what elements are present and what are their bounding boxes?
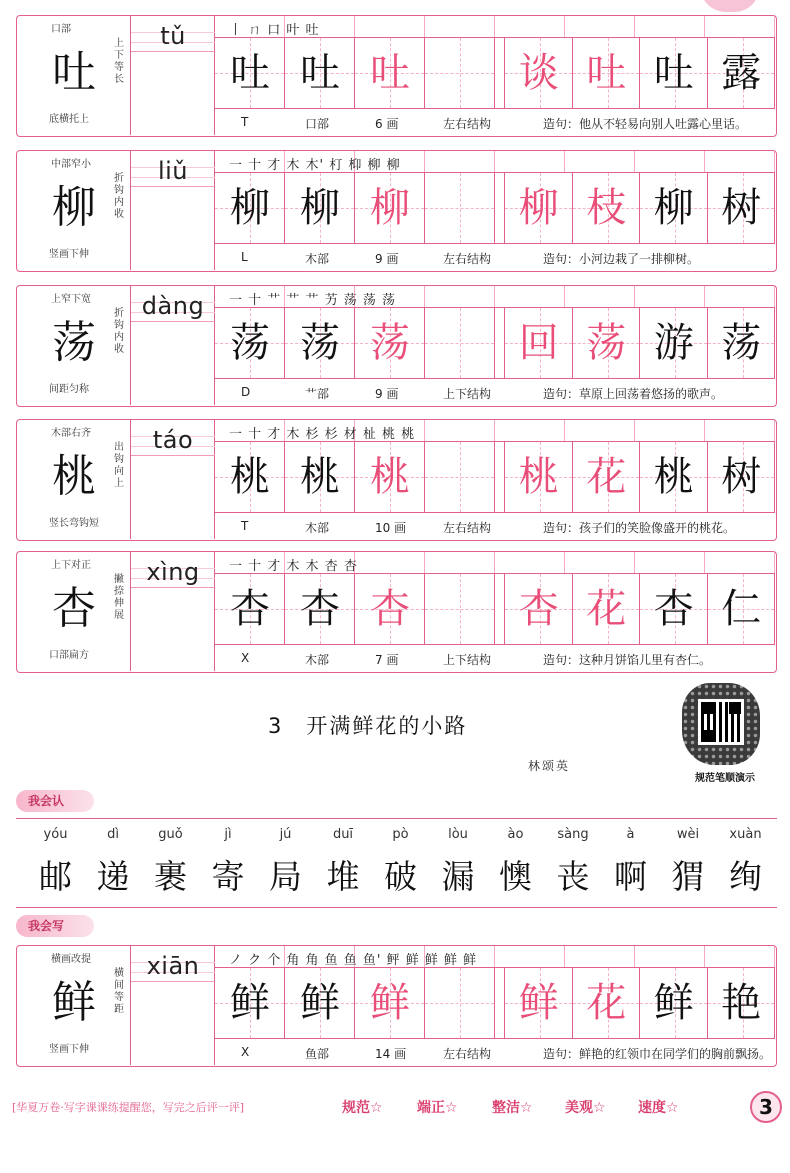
practice-grid (215, 420, 775, 539)
info-radical: 艹部 (305, 387, 330, 401)
practice-char: 杏 (370, 586, 410, 632)
stroke-order (215, 151, 775, 173)
info-structure: 左右结构 (443, 252, 492, 266)
practice-char: 谈 (518, 50, 559, 96)
note-top: 口部 (51, 24, 71, 35)
recognize-char: 递 (96, 857, 130, 896)
practice-cell[interactable] (285, 308, 355, 378)
recognize-char: 破 (384, 857, 417, 896)
recognize-pinyin: guǒ (158, 827, 183, 842)
practice-cell[interactable] (708, 308, 776, 378)
cell-gap (495, 308, 505, 378)
practice-char: 鲜 (370, 980, 410, 1026)
practice-cell[interactable] (505, 173, 573, 243)
cell-gap (495, 173, 505, 243)
practice-cell[interactable] (285, 442, 355, 512)
note-bottom: 竖长弯钩短 (49, 518, 99, 529)
score-beauty[interactable]: 美观☆ (565, 1100, 606, 1116)
practice-cell[interactable] (215, 38, 285, 108)
char-card (16, 945, 777, 1067)
practice-cell[interactable] (708, 574, 776, 644)
practice-cell[interactable] (573, 968, 641, 1038)
cell-gap (495, 574, 505, 644)
practice-char: 鲜 (653, 980, 694, 1026)
practice-cell[interactable] (573, 38, 641, 108)
info-structure: 左右结构 (443, 117, 492, 131)
recognize-item (603, 827, 658, 898)
practice-cell[interactable] (640, 574, 708, 644)
model-char: 柳 (52, 182, 96, 233)
practice-cell[interactable] (355, 442, 425, 512)
practice-cell[interactable] (640, 38, 708, 108)
model-char: 鲜 (52, 977, 96, 1028)
footer (12, 1093, 782, 1123)
pinyin: dàng (141, 292, 205, 320)
practice-char (425, 38, 495, 108)
practice-cell[interactable] (285, 38, 355, 108)
stroke-order (215, 16, 775, 38)
practice-cell[interactable] (425, 968, 495, 1038)
info-stroke-count: 10 画 (375, 521, 407, 535)
info-letter: D (241, 385, 251, 399)
lesson-title: 3 开满鲜花的小路 (268, 714, 468, 738)
practice-cell[interactable] (425, 308, 495, 378)
practice-cell[interactable] (708, 38, 776, 108)
practice-char: 吐 (230, 50, 270, 96)
practice-char (425, 308, 495, 378)
recognize-char: 绚 (729, 857, 762, 896)
qr-code-icon[interactable] (698, 699, 744, 745)
practice-cell[interactable] (708, 173, 776, 243)
note-right: 撇捺伸展 (114, 574, 124, 621)
practice-cell[interactable] (708, 968, 776, 1038)
note-top: 木部右齐 (51, 428, 91, 439)
practice-cells (215, 442, 775, 512)
practice-grid (215, 16, 775, 135)
recognize-pinyin: jú (279, 827, 292, 842)
practice-cell[interactable] (505, 38, 573, 108)
note-right: 折钩内收 (114, 173, 124, 220)
char-info (215, 108, 775, 135)
char-model-box (17, 16, 131, 135)
practice-char: 桃 (230, 454, 270, 500)
info-stroke-count: 9 画 (375, 387, 399, 401)
pinyin: tǔ (160, 22, 186, 50)
info-radical: 鱼部 (305, 1047, 330, 1061)
practice-cell[interactable] (215, 968, 285, 1038)
practice-cell[interactable] (640, 968, 708, 1038)
practice-cell[interactable] (505, 308, 573, 378)
recognize-char: 寄 (211, 857, 245, 896)
pinyin-box (131, 420, 215, 539)
practice-cell[interactable] (355, 173, 425, 243)
char-info (215, 512, 775, 539)
practice-char: 荡 (586, 320, 627, 366)
note-bottom: 间距匀称 (49, 384, 89, 395)
note-bottom: 底横托上 (49, 114, 89, 125)
recognize-item (718, 827, 773, 898)
stroke-order-text: 一 十 才 木 木' 朾 枊 柳 柳 (229, 158, 401, 173)
practice-cell[interactable] (573, 442, 641, 512)
recognize-char: 堆 (326, 857, 360, 896)
recognize-item (488, 827, 543, 898)
practice-cell[interactable] (355, 968, 425, 1038)
practice-cell[interactable] (573, 308, 641, 378)
pinyin: xìng (146, 558, 200, 586)
note-top: 上窄下宽 (51, 294, 91, 305)
practice-cell[interactable] (573, 574, 641, 644)
info-sentence: 造句：鲜艳的红领巾在同学们的胸前飘扬。 (543, 1047, 772, 1061)
practice-char: 杏 (653, 586, 694, 632)
char-info (215, 1038, 775, 1065)
char-card (16, 150, 777, 272)
cell-gap (495, 442, 505, 512)
info-structure: 上下结构 (443, 653, 492, 667)
practice-char: 吐 (586, 50, 627, 96)
top-decoration (700, 0, 760, 12)
practice-char: 柳 (370, 185, 410, 231)
recognize-item (86, 827, 141, 898)
practice-char: 鲜 (230, 980, 270, 1026)
char-card (16, 419, 777, 541)
section-tag-write: 我会写 (16, 915, 94, 937)
info-stroke-count: 9 画 (375, 252, 399, 266)
practice-cells (215, 308, 775, 378)
practice-char (425, 574, 495, 644)
cell-gap (495, 38, 505, 108)
recognize-item (431, 827, 486, 898)
recognize-pinyin: wèi (676, 827, 700, 842)
practice-cell[interactable] (285, 574, 355, 644)
practice-cell[interactable] (640, 442, 708, 512)
pinyin-box (131, 552, 215, 671)
practice-char: 游 (653, 320, 694, 366)
recognize-pinyin: duī (332, 827, 354, 842)
stroke-order-text: ノ ク 个 角 角 鱼 鱼 鱼' 鲆 鲜 鲜 鲜 鲜 (229, 953, 478, 968)
char-info (215, 243, 775, 270)
practice-char: 鲜 (300, 980, 340, 1026)
model-char: 杏 (52, 583, 96, 634)
recognize-char: 局 (269, 857, 302, 896)
model-char: 荡 (52, 317, 96, 368)
info-radical: 木部 (305, 252, 330, 266)
page-number: 3 (750, 1091, 782, 1123)
practice-cells (215, 968, 775, 1038)
practice-char: 吐 (300, 50, 340, 96)
cell-gap (495, 968, 505, 1038)
recognize-item (316, 827, 371, 898)
pinyin-box (131, 286, 215, 405)
practice-char: 柳 (518, 185, 559, 231)
practice-char (425, 968, 495, 1038)
practice-cell[interactable] (425, 442, 495, 512)
pinyin-box (131, 946, 215, 1065)
note-right: 横间等距 (114, 968, 124, 1015)
stroke-order-text: 一 十 才 木 木 杏 杏 (229, 559, 358, 574)
qr-code-block[interactable] (680, 683, 770, 784)
recognize-char: 啊 (614, 857, 647, 896)
info-sentence: 造句：草原上回荡着悠扬的歌声。 (543, 387, 724, 401)
practice-grid (215, 286, 775, 405)
note-top: 中部窄小 (51, 159, 91, 170)
recognize-char: 猬 (671, 857, 705, 896)
info-structure: 左右结构 (443, 521, 492, 535)
recognize-char: 裹 (154, 857, 187, 896)
info-sentence: 造句：这种月饼馅儿里有杏仁。 (543, 653, 712, 667)
recognize-pinyin: ào (507, 827, 524, 842)
pinyin: táo (152, 426, 194, 454)
recognize-pinyin: lòu (448, 827, 468, 842)
score-speed[interactable]: 速度☆ (638, 1100, 679, 1116)
char-model-box (17, 151, 131, 270)
recognize-char: 懊 (499, 857, 532, 896)
recognize-char: 丧 (556, 857, 590, 896)
practice-char: 树 (721, 454, 762, 500)
practice-cell[interactable] (425, 38, 495, 108)
note-right: 折钩内收 (114, 308, 124, 355)
pinyin: xiān (146, 952, 200, 980)
practice-char: 吐 (653, 50, 694, 96)
practice-cells (215, 173, 775, 243)
practice-cell[interactable] (708, 442, 776, 512)
info-stroke-count: 14 画 (375, 1047, 407, 1061)
pinyin: liǔ (157, 157, 189, 185)
practice-char: 柳 (230, 185, 270, 231)
char-model-box (17, 420, 131, 539)
practice-char: 仁 (721, 586, 762, 632)
practice-char: 桃 (518, 454, 559, 500)
info-stroke-count: 7 画 (375, 653, 399, 667)
practice-cell[interactable] (425, 574, 495, 644)
practice-char: 桃 (370, 454, 410, 500)
recognize-pinyin: à (626, 827, 635, 842)
practice-cell[interactable] (505, 442, 573, 512)
practice-char: 荡 (721, 320, 762, 366)
stroke-order (215, 946, 775, 968)
info-letter: T (241, 519, 249, 533)
section-tag-recognize: 我会认 (16, 790, 94, 812)
practice-char: 杏 (230, 586, 270, 632)
info-structure: 左右结构 (443, 1047, 492, 1061)
note-bottom: 竖画下伸 (49, 1044, 89, 1055)
recognize-char: 漏 (441, 857, 475, 896)
practice-char: 桃 (653, 454, 694, 500)
info-radical: 口部 (305, 117, 330, 131)
practice-cell[interactable] (285, 968, 355, 1038)
recognize-pinyin: xuàn (729, 827, 762, 842)
practice-grid (215, 946, 775, 1065)
recognize-pinyin: yóu (43, 827, 68, 842)
info-radical: 木部 (305, 521, 330, 535)
practice-char: 桃 (300, 454, 340, 500)
info-sentence: 造句：他从不轻易向别人吐露心里话。 (543, 117, 748, 131)
practice-cell[interactable] (215, 574, 285, 644)
info-sentence: 造句：小河边栽了一排柳树。 (543, 252, 700, 266)
recognize-item (28, 827, 83, 898)
stroke-order-text: 一 十 才 木 杉 杉 材 杫 桃 桃 (229, 427, 416, 442)
footer-tip: [华夏万卷·写字课课练提醒您，写完之后评一评] (12, 1101, 245, 1114)
info-letter: X (241, 651, 250, 665)
practice-cell[interactable] (640, 173, 708, 243)
recognize-row (16, 818, 777, 908)
practice-char: 柳 (300, 185, 340, 231)
char-model-box (17, 552, 131, 671)
char-info (215, 378, 775, 405)
practice-cell[interactable] (215, 442, 285, 512)
recognize-item (661, 827, 716, 898)
pinyin-box (131, 16, 215, 135)
recognize-pinyin: sàng (557, 827, 589, 842)
practice-char: 回 (518, 320, 559, 366)
practice-cell[interactable] (505, 574, 573, 644)
practice-grid (215, 552, 775, 671)
practice-cell[interactable] (215, 173, 285, 243)
recognize-pinyin: dì (107, 827, 119, 842)
char-model-box (17, 286, 131, 405)
practice-cell[interactable] (355, 38, 425, 108)
practice-char: 柳 (653, 185, 694, 231)
practice-char (425, 442, 495, 512)
info-letter: L (241, 250, 248, 264)
recognize-pinyin: pò (392, 827, 409, 842)
practice-cell[interactable] (640, 308, 708, 378)
note-bottom: 口部扁方 (49, 650, 89, 661)
stroke-order-text: 丨 ㄇ 口 叶 吐 (229, 23, 320, 38)
recognize-char: 邮 (39, 857, 72, 896)
practice-char (425, 173, 495, 243)
stroke-order (215, 552, 775, 574)
practice-cell[interactable] (355, 308, 425, 378)
recognize-item (143, 827, 198, 898)
info-stroke-count: 6 画 (375, 117, 399, 131)
practice-cell[interactable] (573, 173, 641, 243)
info-letter: X (241, 1045, 250, 1059)
practice-char: 露 (721, 50, 762, 96)
char-info (215, 644, 775, 671)
practice-char: 树 (721, 185, 762, 231)
practice-char: 杏 (518, 586, 559, 632)
stroke-order (215, 286, 775, 308)
note-top: 横画改提 (51, 954, 91, 965)
recognize-item (201, 827, 256, 898)
score-neat-form[interactable]: 端正☆ (417, 1100, 458, 1116)
model-char: 桃 (52, 451, 96, 502)
recognize-pinyin: jì (224, 827, 232, 842)
practice-cell[interactable] (355, 574, 425, 644)
practice-cells (215, 574, 775, 644)
practice-char: 枝 (586, 185, 627, 231)
practice-char: 花 (586, 454, 627, 500)
recognize-item (258, 827, 313, 898)
practice-char: 杏 (300, 586, 340, 632)
practice-cells (215, 38, 775, 108)
model-char: 吐 (52, 47, 96, 98)
practice-char: 荡 (300, 320, 340, 366)
char-card (16, 551, 777, 673)
note-top: 上下对正 (51, 560, 91, 571)
practice-char: 花 (586, 980, 627, 1026)
stroke-order-text: 一 十 艹 艹 艹 艻 荡 荡 荡 (229, 293, 397, 308)
info-sentence: 造句：孩子们的笑脸像盛开的桃花。 (543, 521, 736, 535)
lesson-author: 林颂英 (528, 759, 571, 773)
practice-cell[interactable] (215, 308, 285, 378)
practice-char: 荡 (230, 320, 270, 366)
practice-cell[interactable] (425, 173, 495, 243)
practice-char: 吐 (370, 50, 410, 96)
score-standard[interactable]: 规范☆ (342, 1100, 383, 1116)
qr-caption: 规范笔顺演示 (695, 773, 755, 784)
practice-grid (215, 151, 775, 270)
stroke-order (215, 420, 775, 442)
note-right: 上下等长 (114, 38, 124, 85)
practice-char: 荡 (370, 320, 410, 366)
note-right: 出钩向上 (114, 442, 124, 489)
info-structure: 上下结构 (443, 387, 492, 401)
practice-char: 鲜 (518, 980, 559, 1026)
practice-cell[interactable] (285, 173, 355, 243)
info-radical: 木部 (305, 653, 330, 667)
score-tidy[interactable]: 整洁☆ (492, 1100, 533, 1116)
info-letter: T (241, 115, 249, 129)
practice-cell[interactable] (505, 968, 573, 1038)
char-model-box (17, 946, 131, 1065)
recognize-item (546, 827, 601, 898)
practice-char: 花 (586, 586, 627, 632)
recognize-item (373, 827, 428, 898)
practice-char: 艳 (721, 980, 762, 1026)
char-card (16, 15, 777, 137)
char-card (16, 285, 777, 407)
note-bottom: 竖画下伸 (49, 249, 89, 260)
pinyin-box (131, 151, 215, 270)
